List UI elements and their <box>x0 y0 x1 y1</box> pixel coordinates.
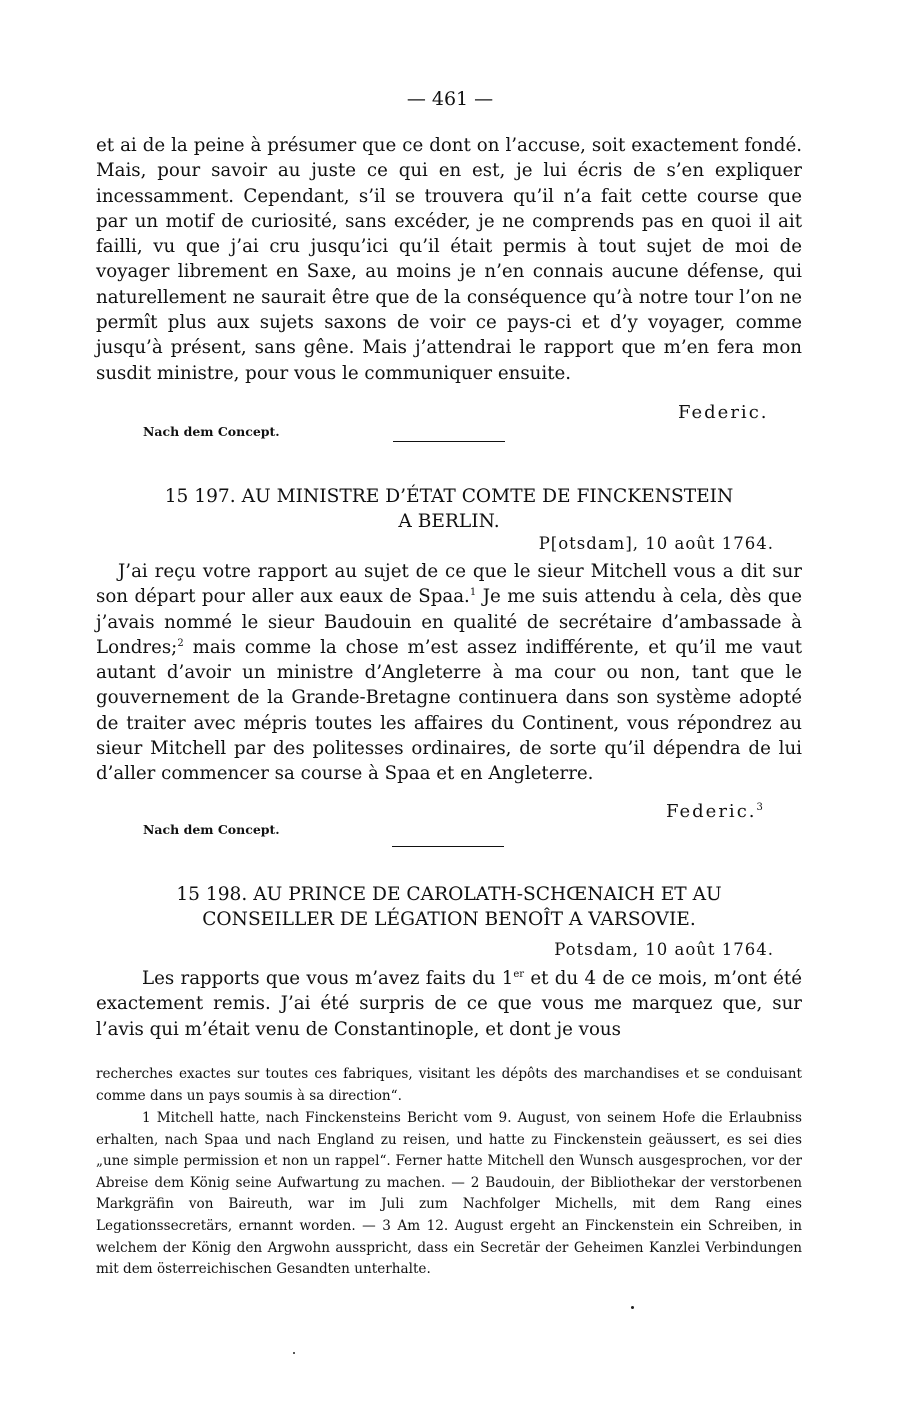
footnotes-block <box>96 1108 802 1281</box>
footnote-3-mark: 3 <box>382 1217 391 1234</box>
source-note-15197: Nach dem Concept. <box>143 822 280 837</box>
signature-federic-15197 <box>666 801 765 822</box>
body-part-b: Je me suis attendu à cela, dès que j’avais nommé le sieur Baudouin en qualité de secrétaire d’ambassade à Londres; <box>96 586 802 658</box>
heading-line-2: A BERLIN. <box>398 511 500 532</box>
footnote-continuation: recherches exactes sur toutes ces fabriques, visitant les dépôts des marchandises et se conduisant comme dans un pays soumis à sa direction“. <box>96 1066 802 1104</box>
footnote-1-mark: 1 <box>142 1110 151 1126</box>
footnote-ref-2: 2 <box>177 637 184 649</box>
letter-body-15197 <box>96 559 802 787</box>
dateline-15198: Potsdam, 10 août 1764. <box>554 940 774 959</box>
body-part-b: et du 4 de ce mois, m’ont été exactement remis. J’ai été surpris de ce que vous me marquez que, sur l’avis qui m’était venu de Constantinople, et dont je vous <box>96 968 802 1040</box>
footnote-ref-1: 1 <box>469 587 477 599</box>
section-divider-2 <box>392 846 504 847</box>
letter-heading-15198 <box>96 882 802 932</box>
letter-body-15198 <box>96 966 802 1042</box>
letter-heading-15197 <box>96 484 802 534</box>
superscript-er: er <box>513 968 525 980</box>
source-note: Nach dem Concept. <box>143 424 280 439</box>
letter-continuation-text: et ai de la peine à présumer que ce dont on l’accuse, soit exactement fondé. Mais, pour savoir au juste ce qui en est, je lui écris de s’en expliquer incessamment. Cependant, s’il se trouvera qu’il n’a fait cette course que par un motif de curiosité, sans excéder, je ne comprends pas en quoi il ait failli, vu que j’ai cru jusqu’ici qu’il était permis à tout sujet de moi de voyager librement en Saxe, au moins je n’en connais aucune défense, qui naturellement ne saurait être que de la conséquence qu’à notre tour l’on ne permît plus aux sujets saxons de voir ce pays-ci et d’y voyager, comme jusqu’à présent, sans gêne. Mais j’attendrai le rapport que m’en fera mon susdit ministre, pour vous le communiquer ensuite. <box>96 135 802 384</box>
footnote-1-text: Mitchell hatte, nach Finckensteins Bericht vom 9. August, von seinem Hofe die Erlaubniss erhalten, nach Spaa und nach England zu reisen, und hatte zu Finckenstein geäussert, es sei dies „une simple permission et non un rappel“. Ferner hatte Mitchell den Wunsch ausgesprochen, vor der Abreise dem König seine Aufwartung zu machen. — <box>96 1110 802 1191</box>
print-speck <box>631 1306 634 1309</box>
footnote-2-text: Baudouin, der Bibliothekar der verstorbenen Markgräfin von Baireuth, war im Juli zum Nachfolger Michells, mit dem Rang eines Legationssecretärs, ernannt worden. — <box>96 1174 802 1234</box>
body-part-a: J’ai reçu votre rapport au sujet de ce que le sieur Mitchell vous a dit sur son départ pour aller aux eaux de Spaa. <box>96 561 802 608</box>
footnote-3-text: Am 12. August ergeht an Finckenstein ein Schreiben, in welchem der König den Argwohn ausspricht, dass ein Secretär der Geheimen Kanzlei Verbindungen mit dem österreichischen Gesandten unterhalte. <box>96 1217 802 1278</box>
body-part-a: Les rapports que vous m’avez faits du 1 <box>142 968 514 989</box>
footnote-2-mark: 2 <box>470 1174 480 1191</box>
heading-line-1: 15 197. AU MINISTRE D’ÉTAT COMTE DE FINCKENSTEIN <box>164 486 734 507</box>
section-divider <box>393 441 505 442</box>
heading-line-2: CONSEILLER DE LÉGATION BENOÎT A VARSOVIE. <box>202 909 696 930</box>
footnote-ref-3: 3 <box>756 802 765 813</box>
heading-line-1: 15 198. AU PRINCE DE CAROLATH-SCHŒNAICH ET AU <box>176 884 722 905</box>
print-speck-2 <box>293 1352 295 1354</box>
dateline-15197: P[otsdam], 10 août 1764. <box>538 534 774 553</box>
body-part-c: mais comme la chose m’est assez indifférente, et qu’il me vaut autant d’avoir un ministre d’Angleterre à ma cour ou non, tant que le gouvernement de la Grande-Bretagne continuera dans son système adopté de traiter avec mépris toutes les affaires du Continent, vous répondrez au sieur Mitchell par des politesses ordinaires, de sorte qu’il dépendra de lui d’aller commencer sa course à Spaa et en Angleterre. <box>96 636 802 785</box>
signature-text: Federic. <box>666 801 757 822</box>
page-number: — 461 — <box>406 88 494 110</box>
signature-federic: Federic. <box>678 402 769 423</box>
